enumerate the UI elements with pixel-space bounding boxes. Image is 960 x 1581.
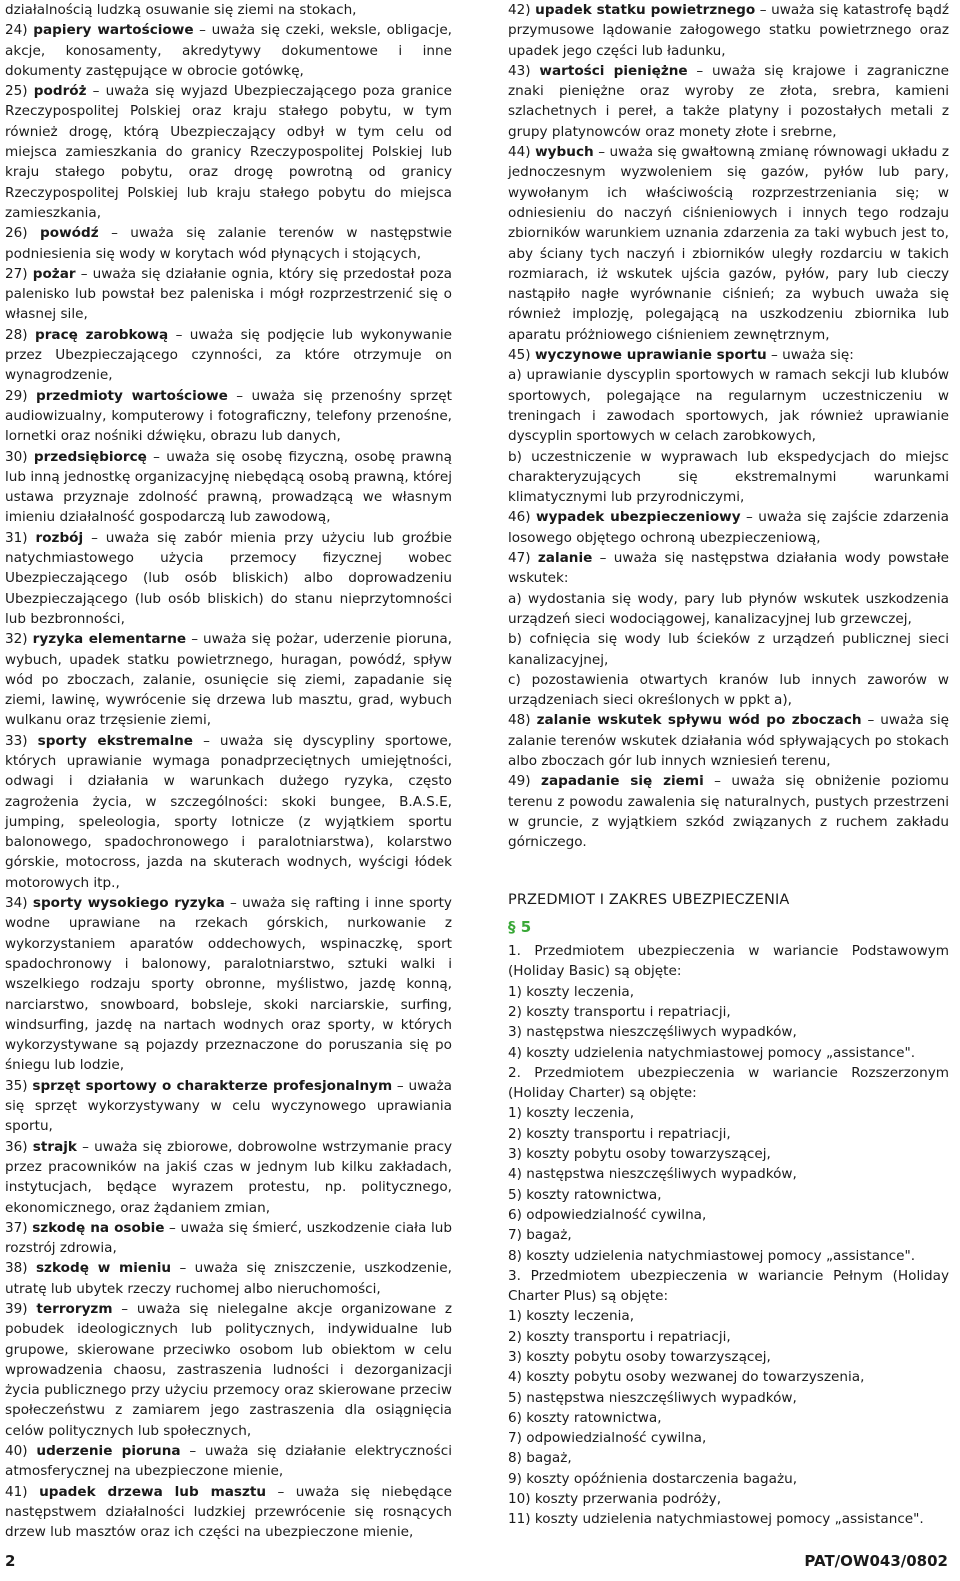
section-number: § 5 bbox=[508, 917, 532, 936]
definition-paragraph bbox=[508, 365, 949, 446]
item-number: 40) bbox=[5, 1443, 28, 1460]
section-item: 1) koszty leczenia, bbox=[508, 983, 635, 1000]
section-item: 8) koszty udzielenia natychmiastowej pomocy „assistance". bbox=[508, 1247, 916, 1264]
definition-text: – uważa się obniżenie poziomu terenu z powodu zawalenia się naturalnych, pustych przestrzeni w gruncie, z wyjątkiem szkód związanych z ruchem zakładu górniczego. bbox=[508, 773, 949, 851]
right-column bbox=[508, 0, 949, 1530]
defined-term: sporty wysokiego ryzyka bbox=[32, 895, 225, 912]
defined-term: przedmioty wartościowe bbox=[36, 387, 228, 404]
item-number: 42) bbox=[508, 2, 531, 18]
defined-term: ryzyka elementarne bbox=[32, 631, 187, 648]
definition-text: b) cofnięcia się wody lub ścieków z urządzeń publicznej sieci kanalizacyjnej, bbox=[508, 631, 949, 668]
definition-paragraph bbox=[508, 142, 949, 345]
section-item: 4) następstwa nieszczęśliwych wypadków, bbox=[508, 1166, 797, 1183]
definition-paragraph bbox=[5, 386, 452, 447]
defined-term: rozbój bbox=[35, 529, 84, 546]
definition-paragraph bbox=[5, 1137, 452, 1218]
item-number: 41) bbox=[5, 1483, 28, 1500]
definition-text: – uważa się wyjazd Ubezpieczającego poza granice Rzeczypospolitej Polskiej oraz kraju stałego pobytu, w tym również drogę, którą Ubezpieczający odbył w tym celu od miejsca zamieszkania do granicy Rzeczypospolitej Polskiej lub kraju stałego pobytu, oraz drogę powrotną od granicy Rzeczypospolitej Polskiej lub kraju stałego pobytu do miejsca zamieszkania, bbox=[5, 83, 452, 221]
item-number: 25) bbox=[5, 83, 28, 100]
page-number: 2 bbox=[5, 1552, 16, 1570]
defined-term: zalanie wskutek spływu wód po zboczach bbox=[536, 712, 862, 729]
definition-text: – uważa się następstwa działania wody powstałe wskutek: bbox=[508, 550, 949, 587]
section-item: 1) koszty leczenia, bbox=[508, 1308, 635, 1325]
section-item: 4) koszty udzielenia natychmiastowej pomocy „assistance". bbox=[508, 1044, 916, 1061]
section-item: 3) koszty pobytu osoby towarzyszącej, bbox=[508, 1146, 771, 1163]
definition-paragraph bbox=[508, 670, 949, 711]
definition-paragraph bbox=[508, 61, 949, 142]
definition-text: – uważa się zbiorowe, dobrowolne wstrzymanie pracy przez pracowników na jakiś czas w jednym lub kilku zakładach, instytucjach, będące wyrazem protestu, np. politycznego, ekonomicznego, oraz żądaniem zmian, bbox=[5, 1138, 452, 1216]
definition-text: – uważa się działanie ognia, który się przedostał poza palenisko lub powstał bez paleniska i mógł rozprzestrzenić się o własnej sile, bbox=[5, 265, 452, 323]
definition-paragraph bbox=[5, 1441, 452, 1482]
section-item: 2) koszty transportu i repatriacji, bbox=[508, 1003, 731, 1020]
definition-paragraph bbox=[508, 447, 949, 508]
item-number: 26) bbox=[5, 225, 28, 242]
item-number: 45) bbox=[508, 347, 531, 364]
section-item: 2) koszty transportu i repatriacji, bbox=[508, 1328, 731, 1345]
definition-text: – uważa się osobę fizyczną, osobę prawną lub inną jednostkę organizacyjnę niebędącą osobą prawną, której ustawa przyznaje zdolność prawną, prowadzącą we własnym imieniu działalność gospodarczą lub zawodową, bbox=[5, 448, 452, 526]
item-number: 47) bbox=[508, 550, 531, 567]
section-item: 6) koszty ratownictwa, bbox=[508, 1409, 662, 1426]
defined-term: wartości pieniężne bbox=[539, 62, 688, 79]
definition-text: – uważa się zniszczenie, uszkodzenie, utratę lub ubytek rzeczy ruchomej albo nieruchomości, bbox=[5, 1260, 452, 1297]
definition-text: – uważa się dyscypliny sportowe, których uprawianie wymaga ponadprzeciętnych umiejętności, odwagi i działania w warunkach dużego ryzyka, często zagrożenia życia, w szczególności: skoki bungee, B.A.S.E, jumping, speleologia, sporty lotnicze (z wyjątkiem sportu balonowego, spadochronowego i paralotniarstwa), kolarstwo górskie, motocross, jazda na skuterach wodnych, wyścigi łódek motorowych itp., bbox=[5, 732, 453, 891]
item-number: 37) bbox=[5, 1219, 28, 1236]
definition-text: c) pozostawienia otwartych kranów lub innych zaworów w urządzeniach sieci określonych w ppkt a), bbox=[508, 671, 949, 709]
definition-text: – uważa się: bbox=[766, 347, 854, 364]
definition-paragraph bbox=[5, 325, 452, 386]
definition-text: – uważa się śmierć, uszkodzenie ciała lub rozstrój zdrowia, bbox=[5, 1219, 452, 1257]
section-item: 2. Przedmiotem ubezpieczenia w wariancie Rozszerzonym (Holiday Charter) są objęte: bbox=[508, 1064, 949, 1102]
item-number: 38) bbox=[5, 1260, 28, 1277]
section-item: 3) następstwa nieszczęśliwych wypadków, bbox=[508, 1024, 797, 1041]
definition-paragraph bbox=[508, 507, 949, 548]
defined-term: wyczynowe uprawianie sportu bbox=[534, 347, 767, 364]
definition-paragraph bbox=[5, 629, 452, 730]
defined-term: wypadek ubezpieczeniowy bbox=[536, 509, 741, 526]
section-title: PRZEDMIOT I ZAKRES UBEZPIECZENIA bbox=[508, 892, 790, 909]
section-item: 9) koszty opóźnienia dostarczenia bagażu, bbox=[508, 1470, 798, 1487]
definition-text: – uważa się zalanie terenów wskutek działania wód spływających po stokach albo zboczach gór lub innych wzniesień terenu, bbox=[508, 712, 949, 769]
item-number: 43) bbox=[508, 62, 531, 79]
definition-paragraph bbox=[508, 345, 949, 365]
section-item: 7) bagaż, bbox=[508, 1227, 572, 1244]
definition-paragraph bbox=[5, 0, 452, 20]
definition-paragraph bbox=[508, 548, 949, 589]
definition-text: – uważa się działanie elektryczności atmosferycznej na ubezpieczone mienie, bbox=[5, 1443, 452, 1480]
item-number: 29) bbox=[5, 387, 28, 404]
definition-text: działalnością ludzką osuwanie się ziemi na stokach, bbox=[5, 2, 357, 18]
definition-paragraph bbox=[508, 710, 949, 771]
definition-paragraph bbox=[5, 447, 452, 528]
definition-text: – uważa się sprzęt wykorzystywany w celu wyczynowego uprawiania sportu, bbox=[5, 1077, 452, 1135]
definition-paragraph bbox=[5, 1076, 452, 1137]
item-number: 27) bbox=[5, 265, 28, 282]
defined-term: szkodę w mieniu bbox=[35, 1260, 172, 1277]
definition-paragraph bbox=[508, 589, 949, 630]
defined-term: pracę zarobkową bbox=[34, 326, 169, 343]
defined-term: szkodę na osobie bbox=[32, 1219, 165, 1236]
left-column bbox=[5, 0, 452, 1543]
defined-term: uderzenie pioruna bbox=[36, 1443, 181, 1460]
item-number: 24) bbox=[5, 22, 28, 39]
definition-text: a) wydostania się wody, pary lub płynów wskutek uszkodzenia urządzeń sieci wodociągowej, kanalizacyjnej lub grzewczej, bbox=[508, 590, 949, 627]
definition-text: – uważa się nielegalne akcje organizowane z pobudek ideologicznych lub politycznych, indywidualne lub grupowe, skierowane przeciwko osobom lub obiektom w celu wprowadzenia chaosu, zastraszenia ludności i dezorganizacji życia publicznego przy użyciu przemocy oraz skierowane przeciw społeczeństwu z zamiarem jego zastraszenia dla osiągnięcia celów politycznych lub społecznych, bbox=[5, 1301, 452, 1439]
item-number: 33) bbox=[5, 732, 28, 749]
definition-paragraph bbox=[508, 771, 949, 852]
section-item: 7) odpowiedzialność cywilna, bbox=[508, 1430, 707, 1447]
section-item: 3) koszty pobytu osoby towarzyszącej, bbox=[508, 1349, 771, 1365]
section-item: 10) koszty przerwania podróży, bbox=[508, 1491, 722, 1508]
defined-term: zalanie bbox=[537, 550, 593, 567]
definition-paragraph bbox=[5, 223, 452, 264]
definition-paragraph bbox=[5, 893, 452, 1076]
defined-term: upadek drzewa lub masztu bbox=[39, 1483, 267, 1500]
document-code: PAT/OW043/0802 bbox=[804, 1552, 948, 1570]
definition-text: a) uprawianie dyscyplin sportowych w ramach sekcji lub klubów sportowych, polegające na regularnym uczestniczeniu w treningach i zawodach sportowych, jak również uprawianie dyscyplin sportowych w celach zarobkowych, bbox=[508, 367, 949, 445]
item-number: 30) bbox=[5, 448, 28, 465]
definition-text: – uważa się pożar, uderzenie pioruna, wybuch, upadek statku powietrznego, huragan, powódź, spływ wód po zboczach, zalanie, osunięcie się ziemi, zapadanie się ziemi, lawinę, wywrócenie się drzewa lub masztu, grad, wybuch wulkanu oraz trzęsienie ziemi, bbox=[5, 631, 452, 729]
defined-term: podróż bbox=[33, 83, 87, 100]
definition-paragraph bbox=[5, 1299, 452, 1441]
section-item: 3. Przedmiotem ubezpieczenia w wariancie Pełnym (Holiday Charter Plus) są objęte: bbox=[508, 1267, 949, 1305]
definition-paragraph bbox=[5, 731, 452, 893]
item-number: 39) bbox=[5, 1301, 28, 1317]
definition-text: – uważa się krajowe i zagraniczne znaki pieniężne oraz wyroby ze złota, srebra, kamieni szlachetnych i pereł, a także platyny i pozostałych metali z grupy platynowców oraz monety złote i srebrne, bbox=[508, 62, 949, 140]
item-number: 34) bbox=[5, 895, 28, 912]
definition-paragraph bbox=[5, 81, 452, 223]
defined-term: sporty ekstremalne bbox=[37, 732, 194, 749]
defined-term: powódź bbox=[40, 225, 99, 242]
definition-text: b) uczestniczenie w wyprawach lub ekspedycjach do miejsc charakteryzujących się ekstremalnymi warunkami klimatycznymi lub przyrodniczymi, bbox=[508, 448, 949, 506]
section-item: 4) koszty pobytu osoby wezwanej do towarzyszenia, bbox=[508, 1369, 865, 1386]
section-item: 11) koszty udzielenia natychmiastowej pomocy „assistance". bbox=[508, 1511, 924, 1528]
definition-text: – uważa się katastrofę bądź przymusowe lądowanie załogowego statku powietrznego oraz upadek jego części lub ładunku, bbox=[508, 2, 950, 59]
defined-term: strajk bbox=[32, 1138, 77, 1155]
definition-paragraph bbox=[5, 1218, 452, 1259]
definition-paragraph bbox=[508, 0, 949, 61]
definition-paragraph bbox=[5, 264, 452, 325]
item-number: 35) bbox=[5, 1077, 28, 1094]
defined-term: upadek statku powietrznego bbox=[535, 2, 756, 18]
defined-term: sprzęt sportowy o charakterze profesjonalnym bbox=[32, 1077, 393, 1094]
item-number: 49) bbox=[508, 773, 531, 790]
defined-term: pożar bbox=[32, 265, 76, 282]
definition-paragraph bbox=[5, 20, 452, 81]
definition-paragraph bbox=[5, 1258, 452, 1299]
item-number: 46) bbox=[508, 509, 531, 526]
definition-text: – uważa się rafting i inne sporty wodne uprawiane na rzekach górskich, nurkowanie z wykorzystaniem aparatów oddechowych, wspinaczkę, sport spadochronowy i balonowy, paralotniarstwo, sztuki walki i wszelkiego rodzaju sporty obronne, myślistwo, jazdę konną, narciarstwo, snowboard, bobsleje, skoki narciarskie, surfing, windsurfing, jazdę na nartach wodnych oraz sporty, w których wykorzystywane są pojazdy przeznaczone do poruszania się po śniegu lub lodzie, bbox=[5, 895, 452, 1074]
section-item: 5) koszty ratownictwa, bbox=[508, 1186, 662, 1203]
section-item: 5) następstwa nieszczęśliwych wypadków, bbox=[508, 1389, 797, 1406]
definition-text: – uważa się przenośny sprzęt audiowizualny, komputerowy i fotograficzny, telefony przenośne, lornetki oraz nośniki dźwięku, obrazu lub danych, bbox=[5, 387, 452, 445]
item-number: 32) bbox=[5, 631, 28, 648]
definition-text: – uważa się podjęcie lub wykonywanie przez Ubezpieczającego czynności, za które otrzymuje on wynagrodzenie, bbox=[5, 326, 452, 384]
definitions-continued bbox=[508, 0, 949, 852]
item-number: 48) bbox=[508, 712, 531, 729]
defined-term: terroryzm bbox=[36, 1301, 113, 1317]
item-number: 44) bbox=[508, 144, 531, 161]
section-item: 6) odpowiedzialność cywilna, bbox=[508, 1206, 707, 1223]
definition-text: – uważa się czeki, weksle, obligacje, akcje, konosamenty, akredytywy dokumentowe i inne dokumenty zastępujące w obrocie gotówkę, bbox=[5, 22, 453, 79]
defined-term: papiery wartościowe bbox=[33, 22, 194, 39]
section-item: 1. Przedmiotem ubezpieczenia w wariancie Podstawowym (Holiday Basic) są objęte: bbox=[508, 943, 949, 980]
section-item: 2) koszty transportu i repatriacji, bbox=[508, 1125, 731, 1142]
defined-term: wybuch bbox=[535, 144, 594, 161]
section-items bbox=[508, 941, 949, 1530]
definition-text: – uważa się gwałtowną zmianę równowagi układu z jednoczesnym wyzwoleniem się gazów, pyłów lub pary, wywołanym ich właściwością rozprzestrzeniania się; w odniesieniu do naczyń ciśnieniowych i innych tego rodzaju zbiorników warunkiem uznania zdarzenia za taki wybuch jest to, aby ściany tych naczyń i zbiorników uległy rozdarciu w takich rozmiarach, iż wskutek ujścia gazów, pyłów, pary lub cieczy nastąpiło nagłe wyrównanie ciśnień; za wybuch uważa się również implozję, polegającą na uszkodzeniu zbiornika lub aparatu próżniowego ciśnieniem zewnętrznym, bbox=[508, 144, 949, 343]
defined-term: zapadanie się ziemi bbox=[541, 773, 704, 790]
definition-paragraph bbox=[508, 629, 949, 670]
item-number: 31) bbox=[5, 529, 28, 546]
definition-text: – uważa się niebędące następstwem działalności ludzkiej przewrócenie się rosnących drzew lub masztów oraz ich części na ubezpieczone mienie, bbox=[5, 1483, 452, 1541]
item-number: 28) bbox=[5, 326, 28, 343]
defined-term: przedsiębiorcę bbox=[33, 448, 147, 465]
section-item: 8) bagaż, bbox=[508, 1450, 572, 1467]
definition-text: – uważa się zalanie terenów w następstwie podniesienia się wody w korytach wód płynących i stojących, bbox=[5, 225, 452, 262]
definition-text: – uważa się zabór mienia przy użyciu lub groźbie natychmiastowego użycia przemocy fizycznej wobec Ubezpieczającego (lub osób bliskich) albo doprowadzeniu Ubezpieczającego (lub osób bliskich) do stanu nieprzytomności lub bezbronności, bbox=[5, 529, 452, 627]
definition-paragraph bbox=[5, 1482, 452, 1543]
section-item: 1) koszty leczenia, bbox=[508, 1105, 635, 1122]
item-number: 36) bbox=[5, 1138, 28, 1155]
definition-text: – uważa się zajście zdarzenia losowego objętego ochroną ubezpieczeniową, bbox=[508, 509, 950, 546]
definition-paragraph bbox=[5, 528, 452, 629]
